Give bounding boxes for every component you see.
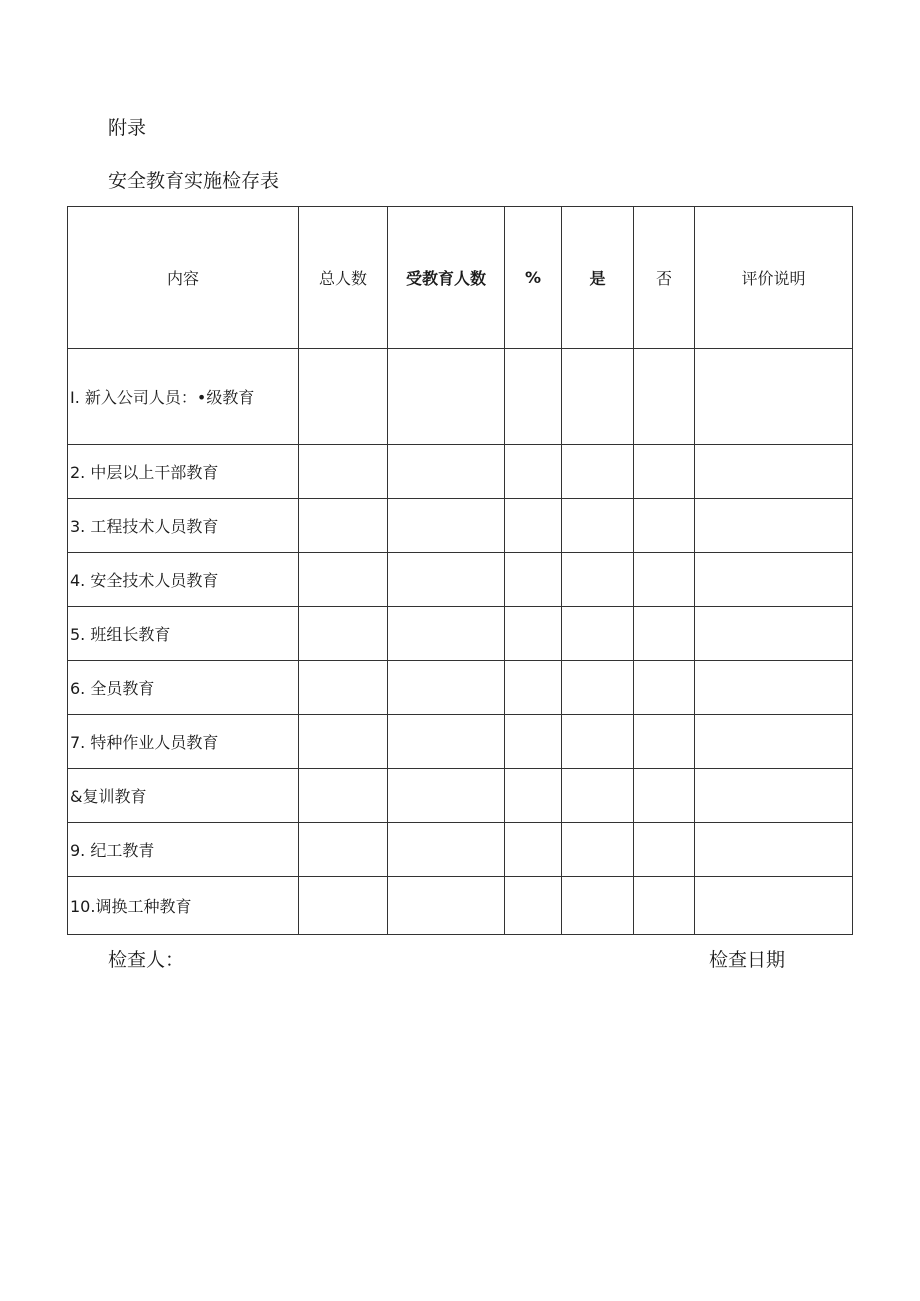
table-row [68,499,853,553]
row-item-label: 5. 班组长教育 [68,607,299,661]
cell-educated [388,499,505,553]
row-item-label: 4. 安全技术人员教育 [68,553,299,607]
cell-evaluation [695,607,853,661]
cell-yes [562,769,634,823]
row-item-label: 10.调换工种教育 [68,877,299,935]
cell-yes [562,715,634,769]
cell-evaluation [695,445,853,499]
cell-evaluation [695,823,853,877]
row-item-label: 6. 全员教育 [68,661,299,715]
cell-no [634,607,695,661]
cell-educated [388,877,505,935]
cell-no [634,445,695,499]
table-row [68,661,853,715]
cell-total [299,553,388,607]
cell-yes [562,661,634,715]
table-row [68,877,853,935]
cell-total [299,877,388,935]
inspector-label: 检查人： [108,949,185,971]
cell-total [299,499,388,553]
table-row [68,607,853,661]
cell-evaluation [695,715,853,769]
row-item-label: 2. 中层以上干部教育 [68,445,299,499]
education-check-table [67,206,853,935]
cell-percent [505,499,562,553]
table-header-row [68,207,853,349]
column-header-yes: 是 [562,207,634,349]
row-item-label: &复训教育 [68,769,299,823]
inspection-date-label: 检查日期 [709,949,786,971]
cell-no [634,823,695,877]
table-row [68,715,853,769]
cell-yes [562,499,634,553]
cell-educated [388,823,505,877]
cell-no [634,349,695,445]
column-header-total: 总人数 [299,207,388,349]
row-item-label: 9. 纪工教青 [68,823,299,877]
cell-percent [505,769,562,823]
cell-no [634,553,695,607]
row-item-label: 3. 工程技术人员教育 [68,499,299,553]
cell-no [634,769,695,823]
cell-no [634,661,695,715]
cell-percent [505,661,562,715]
column-header-evaluation: 评价说明 [695,207,853,349]
cell-total [299,823,388,877]
document-title: 安全教育实施检存表 [108,170,280,192]
table-row [68,445,853,499]
cell-evaluation [695,877,853,935]
cell-evaluation [695,349,853,445]
column-header-content: 内容 [68,207,299,349]
table-row [68,769,853,823]
cell-percent [505,823,562,877]
cell-educated [388,715,505,769]
column-header-percent: % [505,207,562,349]
cell-percent [505,607,562,661]
appendix-label: 附录 [108,117,147,139]
cell-evaluation [695,499,853,553]
cell-total [299,661,388,715]
cell-educated [388,769,505,823]
cell-total [299,715,388,769]
cell-evaluation [695,553,853,607]
cell-total [299,607,388,661]
cell-percent [505,445,562,499]
cell-yes [562,553,634,607]
column-header-no: 否 [634,207,695,349]
cell-yes [562,823,634,877]
table-row [68,553,853,607]
cell-educated [388,553,505,607]
cell-no [634,877,695,935]
cell-yes [562,445,634,499]
cell-percent [505,877,562,935]
cell-total [299,349,388,445]
cell-educated [388,445,505,499]
cell-total [299,769,388,823]
column-header-educated: 受教育人数 [388,207,505,349]
cell-evaluation [695,769,853,823]
cell-no [634,715,695,769]
row-item-label: I. 新入公司人员：•级教育 [68,349,299,445]
cell-educated [388,607,505,661]
row-item-label: 7. 特种作业人员教育 [68,715,299,769]
cell-total [299,445,388,499]
cell-evaluation [695,661,853,715]
cell-percent [505,715,562,769]
cell-educated [388,349,505,445]
cell-percent [505,349,562,445]
cell-educated [388,661,505,715]
cell-no [634,499,695,553]
table-row [68,349,853,445]
cell-percent [505,553,562,607]
cell-yes [562,607,634,661]
cell-yes [562,349,634,445]
table-row [68,823,853,877]
cell-yes [562,877,634,935]
